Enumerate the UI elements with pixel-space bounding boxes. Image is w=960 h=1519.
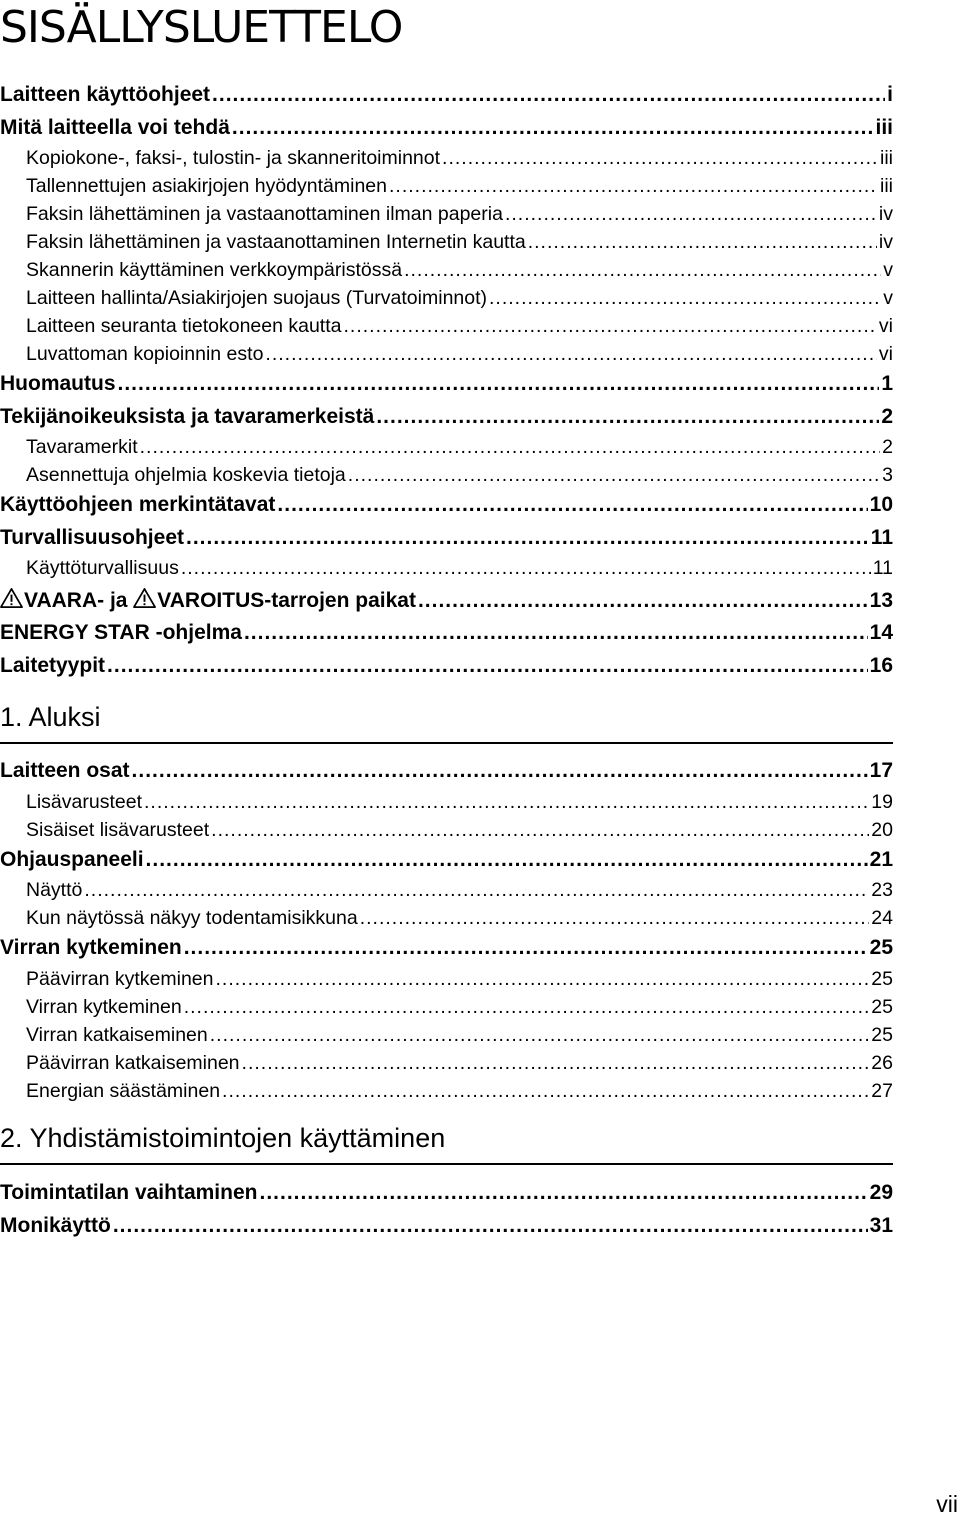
toc-entry-page: 31 xyxy=(869,1213,893,1237)
dot-leader xyxy=(505,200,877,228)
dot-leader xyxy=(442,144,878,172)
dot-leader xyxy=(242,1049,870,1077)
toc-entry-text: Monikäyttö xyxy=(0,1213,111,1237)
toc-entry[interactable] xyxy=(0,1210,893,1243)
toc-entry-page: 25 xyxy=(871,967,893,990)
page-title: SISÄLLYSLUETTELO xyxy=(0,2,403,53)
toc-entry[interactable] xyxy=(0,256,893,284)
toc-entry-page: iii xyxy=(880,175,893,197)
dot-leader xyxy=(212,79,885,112)
toc-entry[interactable] xyxy=(0,1021,893,1049)
dot-leader xyxy=(144,788,869,816)
chapter-1-heading xyxy=(0,700,893,744)
dot-leader xyxy=(84,876,869,904)
toc-entry[interactable] xyxy=(0,433,893,461)
toc-entry-text: Käyttöturvallisuus xyxy=(26,557,179,579)
toc-entry[interactable] xyxy=(0,755,893,788)
toc-entry-text: Tallennettujen asiakirjojen hyödyntäminen xyxy=(26,175,387,197)
toc-entry[interactable] xyxy=(0,1049,893,1077)
toc-entry-text xyxy=(0,585,416,618)
dot-leader xyxy=(210,1021,870,1049)
toc-entry[interactable] xyxy=(0,650,893,683)
toc-entry-page: i xyxy=(887,83,893,106)
toc-entry[interactable] xyxy=(0,112,893,145)
dot-leader xyxy=(265,340,876,368)
dot-leader xyxy=(113,1210,868,1243)
toc-entry[interactable] xyxy=(0,284,893,312)
toc-entry[interactable] xyxy=(0,461,893,489)
dot-leader xyxy=(222,1077,869,1105)
toc-entry[interactable] xyxy=(0,228,893,256)
dot-leader xyxy=(418,585,868,618)
toc-entry[interactable] xyxy=(0,368,893,401)
toc-entry-text: Toimintatilan vaihtaminen xyxy=(0,1181,258,1204)
toc-entry-page: 11 xyxy=(870,525,893,549)
dot-leader xyxy=(184,932,868,965)
toc-entry-text: Näyttö xyxy=(26,879,83,901)
dot-leader xyxy=(181,554,871,582)
toc-entry-page: 2 xyxy=(881,404,893,428)
toc-entry-page: 2 xyxy=(882,436,893,458)
toc-entry[interactable] xyxy=(0,554,893,582)
toc-entry-page: 24 xyxy=(871,907,893,929)
dot-leader xyxy=(216,965,870,993)
toc-entry-page: 29 xyxy=(869,1181,893,1204)
toc-entry[interactable] xyxy=(0,932,893,965)
toc-entry-page: 11 xyxy=(872,557,893,579)
toc-entry-page: iv xyxy=(878,203,893,225)
toc-intro-tail xyxy=(0,617,893,682)
toc-entry-text: Faksin lähettäminen ja vastaanottaminen ilman paperia xyxy=(26,203,503,225)
warning-triangle-icon xyxy=(133,587,156,609)
toc-entry-text: Päävirran katkaiseminen xyxy=(26,1051,240,1074)
chapter-1-heading-text: 1. Aluksi xyxy=(0,702,101,732)
toc-entry-text: Virran kytkeminen xyxy=(0,936,182,959)
toc-entry-page: 21 xyxy=(869,847,893,871)
toc-entry-text: Käyttöohjeen merkintätavat xyxy=(0,493,276,516)
dot-leader xyxy=(277,489,867,522)
toc-entry-page: 27 xyxy=(871,1079,893,1102)
toc-entry-page: 25 xyxy=(871,995,893,1018)
toc-entry-text: Laitteen käyttöohjeet xyxy=(0,83,211,106)
chapter-2-heading-text: 2. Yhdistämistoimintojen käyttäminen xyxy=(0,1123,446,1153)
toc-entry-text-part1: VAARA- ja xyxy=(24,589,134,612)
toc-entry-page: 13 xyxy=(869,589,893,612)
toc-entry[interactable] xyxy=(0,904,893,932)
chapter-2-heading xyxy=(0,1121,893,1165)
toc-entry-text: Faksin lähettäminen ja vastaanottaminen Internetin kautta xyxy=(26,231,526,253)
toc-entry-page: 23 xyxy=(871,879,893,901)
toc-entry-page: vi xyxy=(878,315,893,337)
toc-entry-page: iii xyxy=(880,147,893,169)
toc-entry-text: Laitetyypit xyxy=(0,653,106,677)
toc-entry-page: v xyxy=(883,287,893,309)
toc-entry[interactable] xyxy=(0,312,893,340)
toc-entry-text: Päävirran kytkeminen xyxy=(26,967,214,990)
toc-entry[interactable] xyxy=(0,585,893,618)
toc-entry[interactable] xyxy=(0,401,893,434)
toc-entry-text: Huomautus xyxy=(0,372,116,395)
toc-entry[interactable] xyxy=(0,79,893,112)
toc-entry-text: Sisäiset lisävarusteet xyxy=(26,818,210,841)
dot-leader xyxy=(376,401,879,434)
toc-entry-page: 14 xyxy=(869,621,893,644)
dot-leader xyxy=(259,1177,867,1210)
toc-entry[interactable] xyxy=(0,1077,893,1105)
toc-entry-text: Lisävarusteet xyxy=(26,790,142,813)
toc-entry[interactable] xyxy=(0,340,893,368)
toc-entry-text: ENERGY STAR -ohjelma xyxy=(0,621,242,644)
toc-entry-page: 26 xyxy=(871,1051,893,1074)
dot-leader xyxy=(118,368,880,401)
toc-entry-text: Energian säästäminen xyxy=(26,1079,221,1102)
toc-entry[interactable] xyxy=(0,522,893,555)
toc-entry-text: Laitteen osat xyxy=(0,759,130,782)
toc-entry[interactable] xyxy=(0,965,893,993)
toc-entry[interactable] xyxy=(0,200,893,228)
toc-entry-page: iv xyxy=(878,231,893,253)
warning-triangle-icon xyxy=(0,587,23,609)
toc-entry[interactable] xyxy=(0,788,893,816)
toc-entry[interactable] xyxy=(0,816,893,844)
dot-leader xyxy=(132,755,868,788)
dot-leader xyxy=(184,993,870,1021)
toc-chapter-1 xyxy=(0,755,893,1105)
toc-chapter-2 xyxy=(0,1177,893,1242)
dot-leader xyxy=(140,433,881,461)
dot-leader xyxy=(146,844,868,877)
toc-entry-text: Turvallisuusohjeet xyxy=(0,525,184,549)
dot-leader xyxy=(344,312,877,340)
toc-entry-page: 3 xyxy=(882,464,893,486)
toc-entry-text: Laitteen hallinta/Asiakirjojen suojaus (Turvatoiminnot) xyxy=(26,287,488,309)
toc-entry-text: Kopiokone-, faksi-, tulostin- ja skanneritoiminnot xyxy=(26,147,441,169)
toc-entry-page: 16 xyxy=(869,653,893,677)
dot-leader xyxy=(232,112,874,145)
dot-leader xyxy=(348,461,880,489)
toc-intro xyxy=(0,79,893,582)
toc-entry-page: v xyxy=(883,259,893,281)
toc-entry-text: Kun näytössä näkyy todentamisikkuna xyxy=(26,907,358,929)
toc-entry-text: Mitä laitteella voi tehdä xyxy=(0,115,230,139)
toc-entry[interactable] xyxy=(0,172,893,200)
toc-entry-page: 25 xyxy=(871,1023,893,1046)
toc-entry-text: Skannerin käyttäminen verkkoympäristössä xyxy=(26,259,403,281)
toc-entry[interactable] xyxy=(0,617,893,650)
toc-entry-text: Tekijänoikeuksista ja tavaramerkeistä xyxy=(0,404,375,428)
dot-leader xyxy=(211,816,869,844)
toc-entry-text: Ohjauspaneeli xyxy=(0,847,144,871)
toc-entry[interactable] xyxy=(0,993,893,1021)
dot-leader xyxy=(186,522,869,555)
dot-leader xyxy=(528,228,877,256)
toc-entry-page: vi xyxy=(878,343,893,365)
page-number: vii xyxy=(936,1491,958,1517)
dot-leader xyxy=(389,172,878,200)
toc-entry[interactable] xyxy=(0,876,893,904)
toc-entry[interactable] xyxy=(0,144,893,172)
toc-entry-page: 20 xyxy=(871,818,893,841)
dot-leader xyxy=(489,284,881,312)
toc-entry-page: 10 xyxy=(869,493,893,516)
toc-entry-text-part2: VAROITUS-tarrojen paikat xyxy=(157,589,416,612)
dot-leader xyxy=(244,617,868,650)
toc-entry-text: Asennettuja ohjelmia koskevia tietoja xyxy=(26,464,346,486)
dot-leader xyxy=(360,904,870,932)
toc-entry[interactable] xyxy=(0,844,893,877)
toc-entry-text: Virran kytkeminen xyxy=(26,995,182,1018)
toc-entry-page: 1 xyxy=(881,372,893,395)
toc-entry-text: Tavaramerkit xyxy=(26,436,138,458)
toc-entry-text: Luvattoman kopioinnin esto xyxy=(26,343,264,365)
toc-entry-page: 19 xyxy=(871,790,893,813)
toc-entry[interactable] xyxy=(0,489,893,522)
toc-entry-page: 17 xyxy=(869,759,893,782)
toc-entry-page: 25 xyxy=(869,936,893,959)
dot-leader xyxy=(107,650,868,683)
toc-entry-text: Laitteen seuranta tietokoneen kautta xyxy=(26,315,342,337)
toc-warning-entry xyxy=(0,585,893,618)
toc-entry[interactable] xyxy=(0,1177,893,1210)
toc-entry-page: iii xyxy=(875,115,893,139)
dot-leader xyxy=(404,256,881,284)
toc-entry-text: Virran katkaiseminen xyxy=(26,1023,208,1046)
